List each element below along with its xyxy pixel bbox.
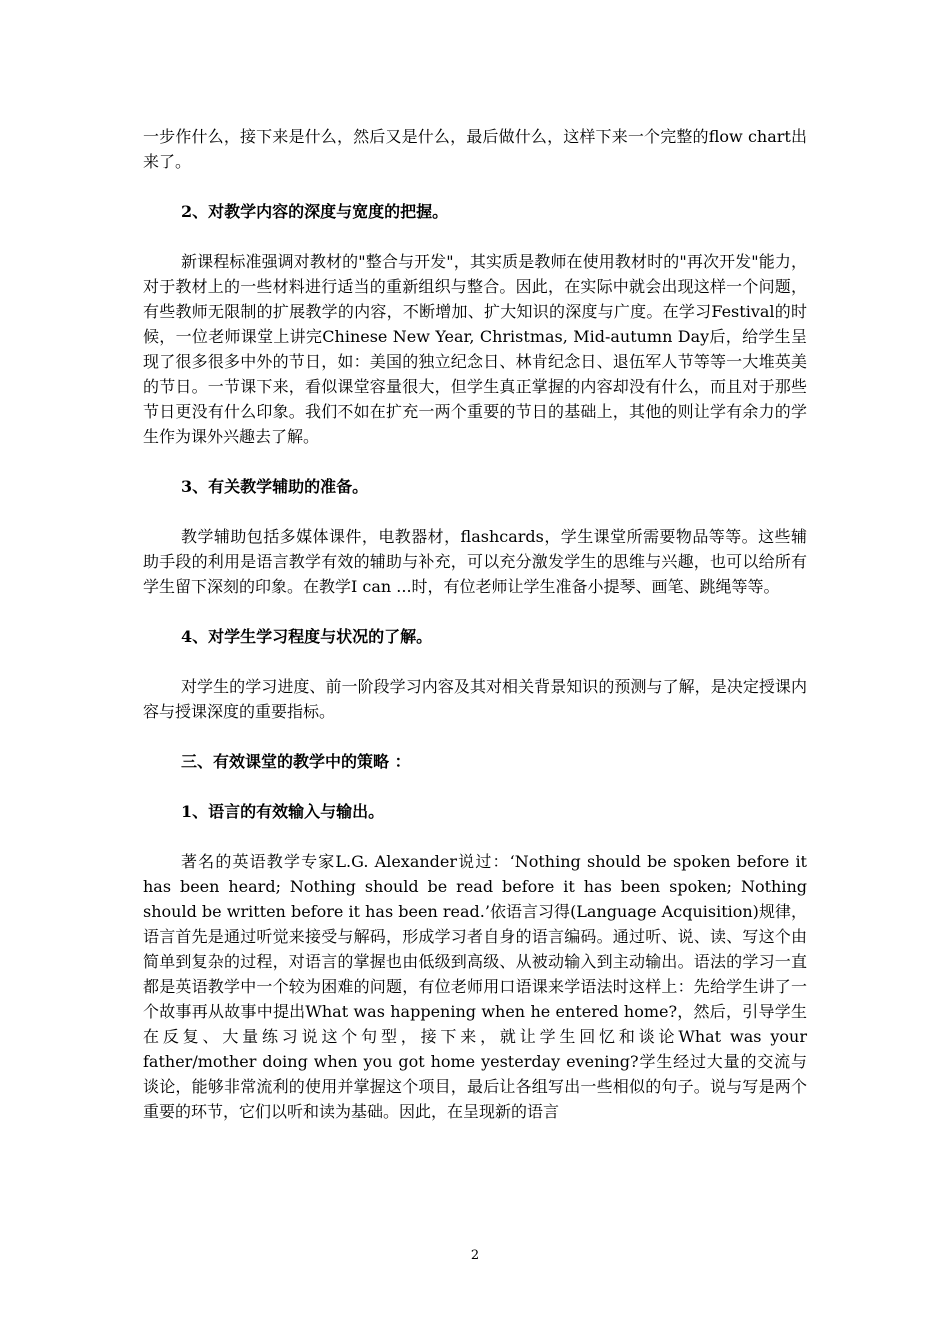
heading-language-io: 1、语言的有效输入与输出。 bbox=[181, 802, 385, 821]
page-number: 2 bbox=[470, 1248, 480, 1263]
paragraph-content-depth: 新课程标准强调对教材的"整合与开发"，其实质是教师在使用教材时的"再次开发"能力，对于教材上的一些材料进行适当的重新组织与整合。因此，在实际中就会出现这样一个问题，有些教师无限制的扩展教学的内容，不断增加、扩大知识的深度与广度。在学习Festival的时候，一位老师课堂上讲完Chinese New Year, Christmas, Mid-autumn Day后，给学生呈现了很多很多中外的节日，如：美国的独立纪念日、林肯纪念日、退伍军人节等等一大堆英美的节日。一节课下来，看似课堂容量很大，但学生真正掌握的内容却没有什么，而且对于那些节日更没有什么印象。我们不如在扩充一两个重要的节日的基础上，其他的则让学有余力的学生作为课外兴趣去了解。 bbox=[143, 252, 807, 446]
spacer bbox=[143, 724, 807, 749]
spacer bbox=[143, 599, 807, 624]
paragraph-language-io: 著名的英语教学专家L.G. Alexander说过：‘Nothing should be spoken before it has been heard; Nothing should be read before it has been spoken; Nothing should be written before it has been read.’依语言习得(Language Acquisition)规律，语言首先是通过听觉来接受与解码，形成学习者自身的语言编码。通过听、说、读、写这个由简单到复杂的过程，对语言的掌握也由低级到高级、从被动输入到主动输出。语法的学习一直都是英语教学中一个较为困难的问题，有位老师用口语课来学语法时这样上：先给学生讲了一个故事再从故事中提出What was happening when he entered home?，然后，引导学生在反复、大量练习说这个句型，接下来，就让学生回忆和谈论What was your father/mother doing when you got home yesterday evening?学生经过大量的交流与谈论，能够非常流利的使用并掌握这个项目，最后让各组写出一些相似的句子。说与写是两个重要的环节，它们以听和读为基础。因此，在呈现新的语言 bbox=[143, 852, 807, 1121]
spacer bbox=[143, 449, 807, 474]
paragraph-flow-chart: 一步作什么，接下来是什么，然后又是什么，最后做什么，这样下来一个完整的flow chart出来了。 bbox=[143, 127, 807, 171]
spacer bbox=[143, 649, 807, 674]
spacer bbox=[143, 224, 807, 249]
paragraph-student-level: 对学生的学习进度、前一阶段学习内容及其对相关背景知识的预测与了解，是决定授课内容与授课深度的重要指标。 bbox=[143, 677, 807, 721]
heading-student-level: 4、对学生学习程度与状况的了解。 bbox=[181, 627, 433, 646]
document-body bbox=[143, 124, 807, 1124]
heading-section-three: 三、有效课堂的教学中的策略 ： bbox=[181, 752, 411, 771]
spacer bbox=[143, 824, 807, 849]
spacer bbox=[143, 174, 807, 199]
heading-teaching-aids: 3、有关教学辅助的准备。 bbox=[181, 477, 369, 496]
spacer bbox=[143, 499, 807, 524]
spacer bbox=[143, 774, 807, 799]
heading-content-depth: 2、对教学内容的深度与宽度的把握。 bbox=[181, 202, 449, 221]
paragraph-teaching-aids: 教学辅助包括多媒体课件，电教器材，flashcards，学生课堂所需要物品等等。这些辅助手段的利用是语言教学有效的辅助与补充，可以充分激发学生的思维与兴趣，也可以给所有学生留下深刻的印象。在教学I can ...时，有位老师让学生准备小提琴、画笔、跳绳等等。 bbox=[143, 527, 807, 596]
